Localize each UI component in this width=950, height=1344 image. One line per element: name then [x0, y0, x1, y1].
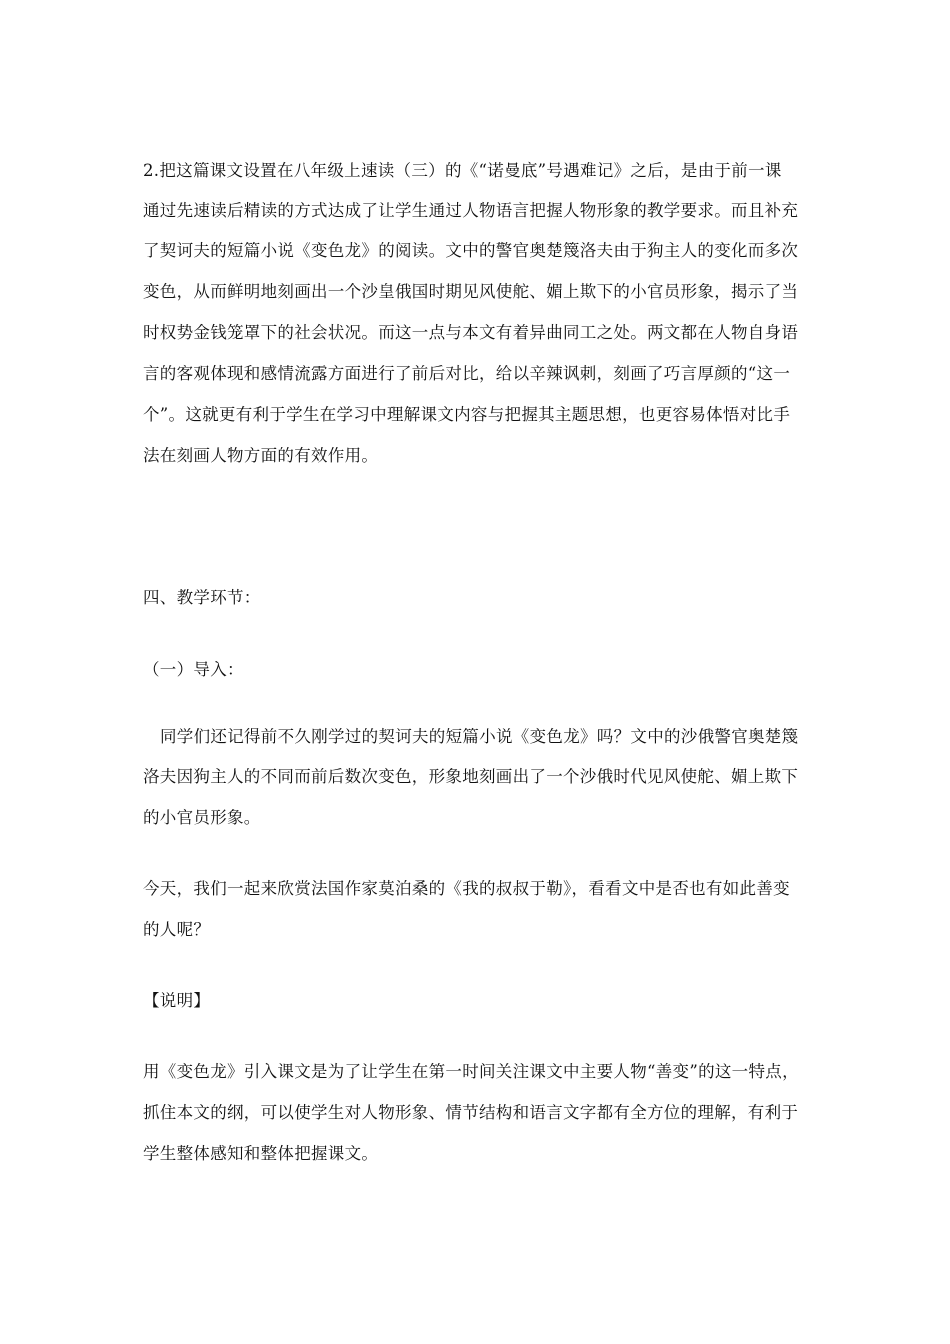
paragraph-line: 了契诃夫的短篇小说《变色龙》的阅读。文中的警官奥楚篾洛夫由于狗主人的变化而多次 — [143, 241, 799, 260]
paragraph-line: 变色，从而鲜明地刻画出一个沙皇俄国时期见风使舵、媚上欺下的小官员形象，揭示了当 — [143, 282, 799, 301]
paragraph-line: 今天，我们一起来欣赏法国作家莫泊桑的《我的叔叔于勒》，看看文中是否也有如此善变 — [143, 879, 790, 898]
paragraph-line: 抓住本文的纲，可以使学生对人物形象、情节结构和语言文字都有全方位的理解，有利于 — [143, 1103, 799, 1122]
paragraph-line: 言的客观体现和感情流露方面进行了前后对比，给以辛辣讽刺，刻画了巧言厚颜的“这一 — [143, 364, 791, 383]
paragraph-line: 同学们还记得前不久刚学过的契诃夫的短篇小说《变色龙》吗？文中的沙俄警官奥楚篾 — [160, 727, 799, 746]
paragraph-line: 时权势金钱笼罩下的社会状况。而这一点与本文有着异曲同工之处。两文都在人物自身语 — [143, 323, 799, 342]
paragraph-line: 洛夫因狗主人的不同而前后数次变色，形象地刻画出了一个沙俄时代见风使舵、媚上欺下 — [143, 767, 799, 786]
paragraph-line: 的小官员形象。 — [143, 808, 261, 827]
paragraph-line: 法在刻画人物方面的有效作用。 — [143, 446, 379, 465]
paragraph-line: 个”。这就更有利于学生在学习中理解课文内容与把握其主题思想，也更容易体悟对比手 — [143, 405, 791, 424]
paragraph-line: 用《变色龙》引入课文是为了让学生在第一时间关注课文中主要人物“善变”的这一特点， — [143, 1062, 799, 1081]
paragraph-line: 通过先速读后精读的方式达成了让学生通过人物语言把握人物形象的教学要求。而且补充 — [143, 201, 799, 220]
section-heading: 四、教学环节： — [143, 588, 261, 607]
paragraph-line: 2.把这篇课文设置在八年级上速读（三）的《“诺曼底”号遇难记》之后，是由于前一课 — [143, 161, 782, 180]
note-label: 【说明】 — [143, 991, 211, 1010]
paragraph-line: 学生整体感知和整体把握课文。 — [143, 1144, 379, 1163]
paragraph-line: 的人呢？ — [143, 920, 211, 939]
sub-heading: （一）导入： — [143, 660, 244, 679]
